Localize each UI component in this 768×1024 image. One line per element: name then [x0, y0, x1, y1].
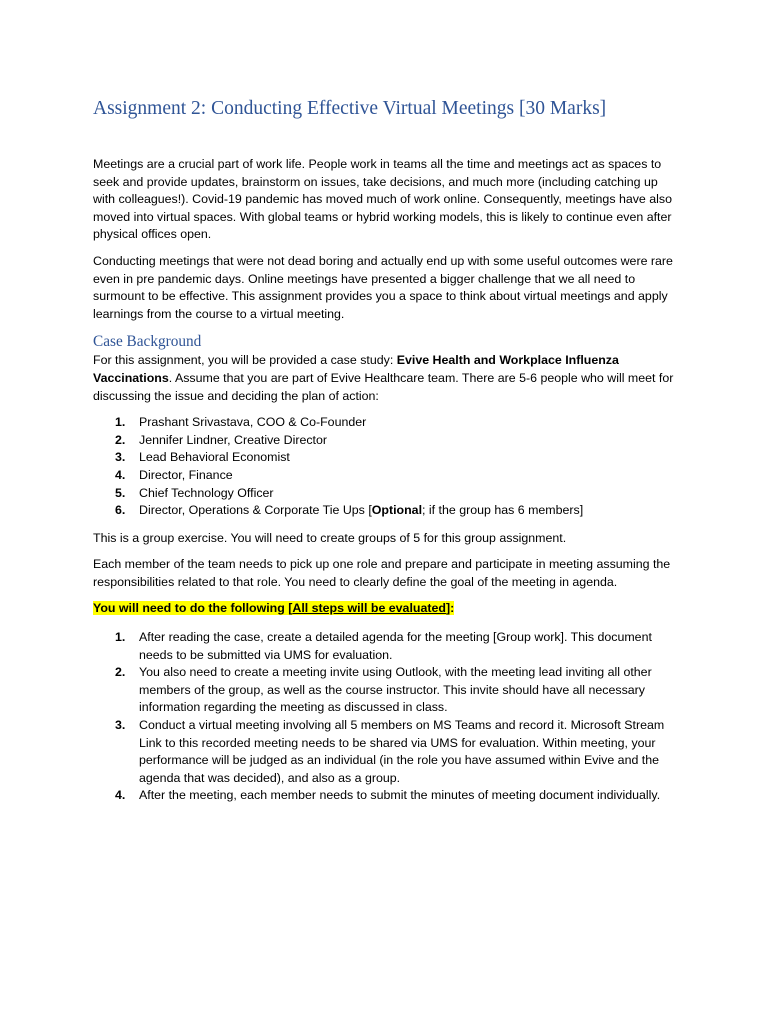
case-rest-text: . Assume that you are part of Evive Healthcare team. There are 5-6 people who will meet for discussing the issue and deciding the plan of action: [93, 370, 674, 403]
list-number: 1. [115, 415, 126, 430]
case-name: Evive Health and Workplace Influenza Vaccinations [93, 353, 619, 385]
list-item [93, 449, 683, 467]
roles-paragraph: Each member of the team needs to pick up one role and prepare and participate in meeting assuming the responsibilities related to that role. You need to clearly define the goal of the meeting in agenda. [93, 557, 671, 589]
step-text: You also need to create a meeting invite using Outlook, with the meeting lead inviting all other members of the group, as well as the course instructor. This invite should have all necessary information regarding the meeting as discussed in class. [139, 665, 652, 715]
list-number: 1. [115, 630, 126, 645]
list-item [93, 787, 683, 805]
steps-list [93, 629, 683, 805]
list-item [93, 485, 683, 503]
document-body [93, 98, 683, 805]
roles-list [93, 414, 683, 520]
role-tail-text: ; if the group has 6 members] [422, 503, 584, 518]
step-text: After the meeting, each member needs to submit the minutes of meeting document individually. [139, 788, 661, 803]
list-item [93, 629, 683, 664]
instruction-lead: You will need to do the following [ [93, 601, 293, 616]
case-intro-paragraph [93, 352, 683, 405]
case-background-heading: Case Background [93, 333, 202, 351]
role-text: Jennifer Lindner, Creative Director [139, 432, 328, 447]
intro-paragraph-2: Conducting meetings that were not dead boring and actually end up with some useful outcomes were rare even in pre pandemic days. Online meetings have presented a bigger challenge that we all need to surmount to be effective. This assignment provides you a space to think about virtual meetings and apply learnings from the course to a virtual meeting. [93, 253, 673, 321]
list-number: 3. [115, 718, 126, 733]
document-title: Assignment 2: Conducting Effective Virtual Meetings [30 Marks] [93, 98, 607, 119]
list-number: 4. [115, 467, 126, 482]
list-item [93, 467, 683, 485]
role-text: Prashant Srivastava, COO & Co-Founder [139, 415, 367, 430]
list-number: 5. [115, 485, 126, 500]
optional-label: Optional [371, 503, 423, 518]
role-text: Director, Operations & Corporate Tie Ups [ [139, 503, 372, 518]
instruction-tail: ]: [445, 601, 455, 616]
list-number: 3. [115, 450, 126, 465]
list-item [93, 664, 683, 717]
case-lead-text: For this assignment, you will be provided a case study: [93, 353, 397, 368]
highlighted-instruction [93, 601, 454, 615]
list-item [93, 502, 683, 520]
role-text: Chief Technology Officer [139, 485, 274, 500]
list-number: 2. [115, 432, 126, 447]
list-item [93, 414, 683, 432]
intro-paragraph-1: Meetings are a crucial part of work life. People work in teams all the time and meetings act as spaces to seek and provide updates, brainstorm on issues, take decisions, and much more (including catching up with colleagues!). Covid-19 pandemic has moved much of work online. Consequently, meetings have also moved into virtual spaces. With global teams or hybrid working models, this is likely to continue even after physical offices open. [93, 157, 672, 242]
step-text: Conduct a virtual meeting involving all 5 members on MS Teams and record it. Microsoft Stream Link to this recorded meeting needs to be shared via UMS for evaluation. Within meeting, your performance will be judged as an individual (in the role you have assumed within Evive and the agenda that was decided), and also as a group. [139, 718, 665, 785]
group-exercise-paragraph: This is a group exercise. You will need to create groups of 5 for this group assignment. [93, 530, 567, 545]
list-number: 2. [115, 665, 126, 680]
role-text: Director, Finance [139, 467, 233, 482]
list-item [93, 717, 683, 787]
instructions-heading [93, 600, 683, 618]
list-number: 6. [115, 503, 126, 518]
list-item [93, 432, 683, 450]
evaluation-note: All steps will be evaluated [292, 601, 446, 616]
role-text: Lead Behavioral Economist [139, 450, 290, 465]
step-text: After reading the case, create a detailed agenda for the meeting [Group work]. This document needs to be submitted via UMS for evaluation. [139, 630, 652, 662]
list-number: 4. [115, 788, 126, 803]
